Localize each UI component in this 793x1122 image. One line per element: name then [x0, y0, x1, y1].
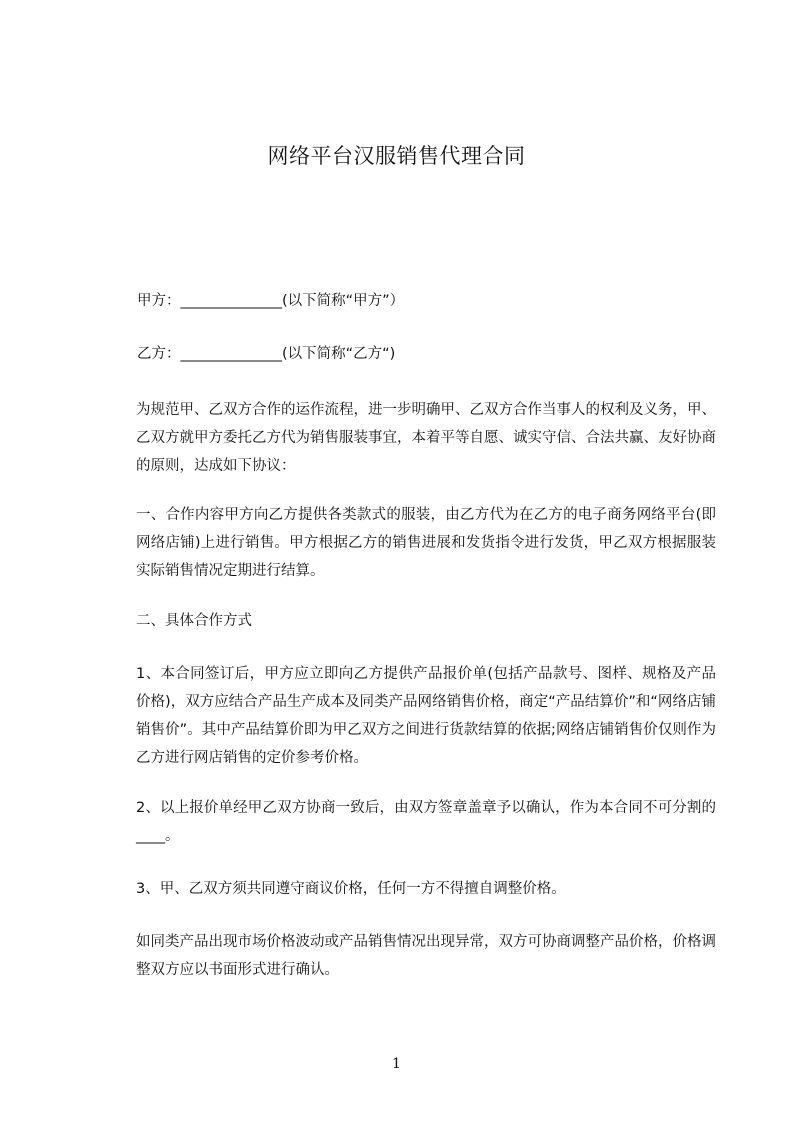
- price-adjustment-text: 如同类产品出现市场价格波动或产品销售情况出现异常，双方可协商调整产品价格，价格调整双方应以书面形式进行确认。: [136, 934, 716, 978]
- clause-3-paragraph: [136, 875, 716, 903]
- preamble-text: 为规范甲、乙双方合作的运作流程，进一步明确甲、乙双方合作当事人的权利及义务，甲、乙双方就甲方委托乙方代为销售服装事宜，本着平等自愿、诚实守信、合法共赢、友好协商的原则，达成如下协议：: [136, 402, 716, 474]
- party-b-line: 乙方：______________(以下简称“乙方“): [137, 346, 396, 362]
- page-number: 1: [392, 1056, 401, 1072]
- party-a-line: 甲方：______________(以下简称“甲方”）: [137, 293, 405, 309]
- section-1-text: 一、合作内容甲方向乙方提供各类款式的服装，由乙方代为在乙方的电子商务网络平台(即网络店铺)上进行销售。甲方根据乙方的销售进展和发货指令进行发货，甲乙双方根据服装实际销售情况定期进行结算。: [136, 507, 716, 579]
- clause-1-text: 1、本合同签订后，甲方应立即向乙方提供产品报价单(包括产品款号、图样、规格及产品价格)，双方应结合产品生产成本及同类产品网络销售价格，商定“产品结算价”和“网络店铺销售价”。其中产品结算价即为甲乙双方之间进行货款结算的依据;网络店铺销售价仅则作为乙方进行网店销售的定价参考价格。: [136, 666, 716, 766]
- document-title: 网络平台汉服销售代理合同: [267, 144, 526, 168]
- price-adjustment-paragraph: [136, 928, 716, 984]
- clause-2-text: 2、以上报价单经甲乙双方协商一致后，由双方签章盖章予以确认，作为本合同不可分割的____。: [136, 800, 716, 844]
- clause-3-text: 3、甲、乙双方须共同遵守商议价格，任何一方不得擅自调整价格。: [136, 881, 566, 897]
- clause-1-paragraph: [136, 660, 716, 772]
- preamble-paragraph: [136, 396, 716, 480]
- section-1-paragraph: [136, 501, 716, 585]
- section-2-heading-text: 二、具体合作方式: [136, 613, 252, 629]
- section-2-heading: [136, 607, 716, 635]
- clause-2-paragraph: [136, 794, 716, 850]
